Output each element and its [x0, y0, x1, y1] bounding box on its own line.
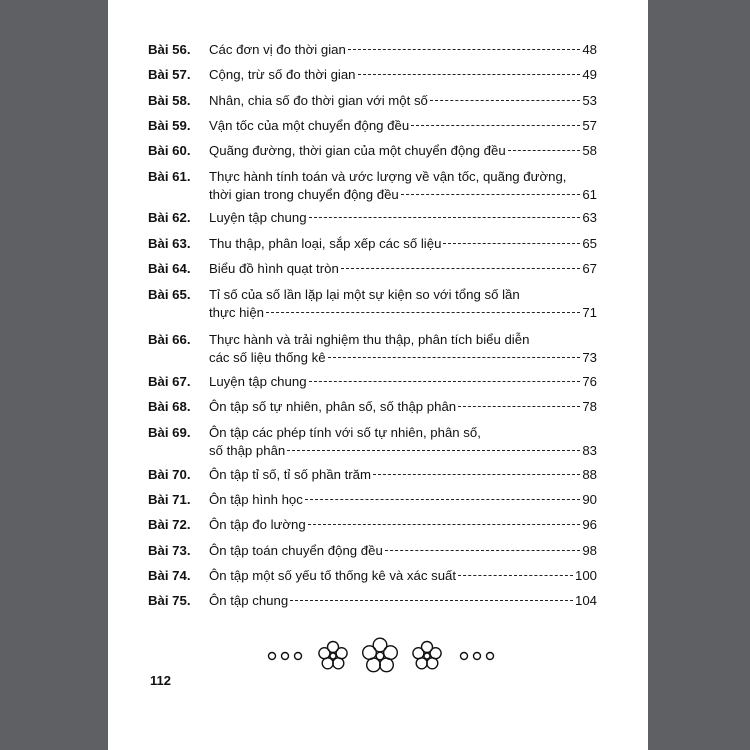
- lesson-title-line: Vận tốc của một chuyển động đều: [209, 118, 410, 133]
- page-ref: 53: [582, 93, 597, 108]
- lesson-title-line: thời gian trong chuyển động đều: [209, 187, 399, 202]
- lesson-title-line: Ôn tập một số yếu tố thống kê và xác suất: [209, 568, 457, 583]
- lesson-title-line: Ôn tập chung: [209, 593, 289, 608]
- leader-dashes: [309, 381, 581, 382]
- leader-dashes: [458, 406, 580, 407]
- lesson-title-line: Biểu đồ hình quạt tròn: [209, 261, 339, 276]
- lesson-number: Bài 57.: [148, 67, 191, 82]
- page-ref: 63: [582, 210, 597, 225]
- page-ref: 58: [582, 143, 597, 158]
- lesson-title-line: Thực hành tính toán và ước lượng về vận tốc, quãng đường,: [209, 169, 567, 184]
- lesson-number: Bài 67.: [148, 374, 191, 389]
- page-ref: 78: [582, 399, 597, 414]
- page-ref: 65: [582, 236, 597, 251]
- leader-dashes: [348, 49, 581, 50]
- page-ref: 83: [582, 443, 597, 458]
- lesson-number: Bài 56.: [148, 42, 191, 57]
- leader-dashes: [341, 268, 581, 269]
- leader-dashes: [401, 194, 581, 195]
- lesson-number: Bài 62.: [148, 210, 191, 225]
- leader-dashes: [358, 74, 581, 75]
- leader-dashes: [305, 499, 580, 500]
- lesson-number: Bài 61.: [148, 169, 191, 184]
- page-ref: 104: [574, 593, 597, 608]
- page-ref: 90: [582, 492, 597, 507]
- lesson-number: Bài 71.: [148, 492, 191, 507]
- leader-dashes: [430, 100, 580, 101]
- leader-dashes: [328, 357, 581, 358]
- page-ref: 96: [582, 517, 597, 532]
- lesson-title-line: các số liệu thống kê: [209, 350, 326, 365]
- leader-dashes: [287, 450, 580, 451]
- lesson-title-line: Ôn tập hình học: [209, 492, 303, 507]
- lesson-title-line: Thực hành và trải nghiệm thu thập, phân tích biểu diễn: [209, 332, 530, 347]
- leader-dashes: [266, 312, 580, 313]
- leader-dashes: [508, 150, 581, 151]
- right-border-band: [648, 0, 750, 750]
- page-ref: 67: [582, 261, 597, 276]
- lesson-number: Bài 68.: [148, 399, 191, 414]
- left-border-band: [0, 0, 108, 750]
- leader-dashes: [385, 550, 581, 551]
- lesson-title-line: Ôn tập đo lường: [209, 517, 306, 532]
- page-ref: 57: [582, 118, 597, 133]
- flower-ornament-divider: [266, 636, 496, 676]
- lesson-title-line: số thập phân: [209, 443, 286, 458]
- leader-dashes: [458, 575, 573, 576]
- lesson-number: Bài 72.: [148, 517, 191, 532]
- lesson-number: Bài 64.: [148, 261, 191, 276]
- page-ref: 61: [582, 187, 597, 202]
- leader-dashes: [373, 474, 580, 475]
- lesson-title-line: Thu thập, phân loại, sắp xếp các số liệu: [209, 236, 442, 251]
- leader-dashes: [443, 243, 580, 244]
- page-ref: 88: [582, 467, 597, 482]
- lesson-title-line: Ôn tập toán chuyển động đều: [209, 543, 383, 558]
- lesson-title-line: thực hiện: [209, 305, 265, 320]
- lesson-number: Bài 74.: [148, 568, 191, 583]
- lesson-title-line: Các đơn vị đo thời gian: [209, 42, 346, 57]
- page-ref: 100: [574, 568, 597, 583]
- page-ref: 73: [582, 350, 597, 365]
- lesson-number: Bài 69.: [148, 425, 191, 440]
- lesson-number: Bài 70.: [148, 467, 191, 482]
- lesson-title-line: Quãng đường, thời gian của một chuyển động đều: [209, 143, 506, 158]
- lesson-title-line: Luyện tập chung: [209, 374, 307, 389]
- lesson-number: Bài 66.: [148, 332, 191, 347]
- lesson-title-line: Tỉ số của số lần lặp lại một sự kiện so với tổng số lần: [209, 287, 520, 302]
- leader-dashes: [308, 524, 581, 525]
- leader-dashes: [411, 125, 580, 126]
- lesson-number: Bài 65.: [148, 287, 191, 302]
- page-ref: 76: [582, 374, 597, 389]
- lesson-number: Bài 63.: [148, 236, 191, 251]
- lesson-number: Bài 73.: [148, 543, 191, 558]
- lesson-title-line: Ôn tập số tự nhiên, phân số, số thập phân: [209, 399, 457, 414]
- lesson-title-line: Luyện tập chung: [209, 210, 307, 225]
- page-ref: 98: [582, 543, 597, 558]
- lesson-number: Bài 59.: [148, 118, 191, 133]
- leader-dashes: [290, 600, 573, 601]
- page-ref: 71: [582, 305, 597, 320]
- leader-dashes: [309, 217, 581, 218]
- lesson-title-line: Ôn tập các phép tính với số tự nhiên, phân số,: [209, 425, 481, 440]
- lesson-title-line: Nhân, chia số đo thời gian với một số: [209, 93, 428, 108]
- lesson-title-line: Cộng, trừ số đo thời gian: [209, 67, 356, 82]
- lesson-number: Bài 58.: [148, 93, 191, 108]
- page-ref: 49: [582, 67, 597, 82]
- lesson-number: Bài 75.: [148, 593, 191, 608]
- lesson-number: Bài 60.: [148, 143, 191, 158]
- page-number: 112: [150, 673, 171, 688]
- lesson-title-line: Ôn tập tỉ số, tỉ số phần trăm: [209, 467, 371, 482]
- page-ref: 48: [582, 42, 597, 57]
